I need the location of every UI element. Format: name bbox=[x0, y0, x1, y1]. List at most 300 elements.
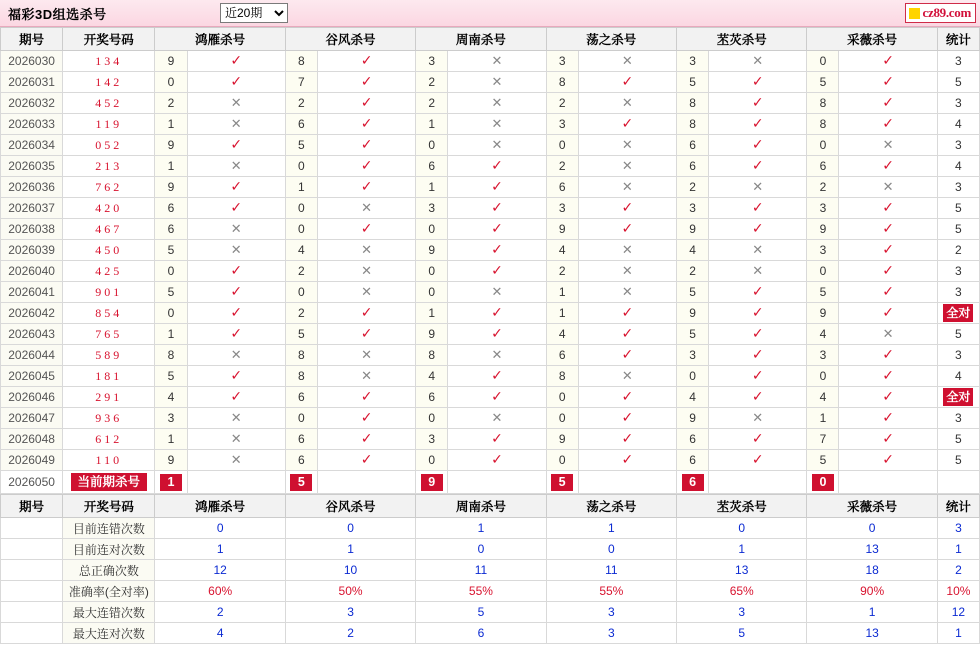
cell-result-2 bbox=[448, 177, 546, 198]
cell-current-number-1 bbox=[285, 471, 317, 494]
check-icon: ✓ bbox=[751, 95, 764, 111]
cell-result-5 bbox=[839, 261, 937, 282]
stats-total: 1 bbox=[937, 539, 979, 560]
cell-kill-number-5: 0 bbox=[807, 366, 839, 387]
current-issue-row bbox=[1, 471, 980, 494]
check-icon: ✓ bbox=[491, 158, 503, 174]
check-icon: ✓ bbox=[882, 452, 894, 468]
cell-kill-number-0: 5 bbox=[155, 282, 187, 303]
period-select[interactable] bbox=[220, 3, 288, 23]
cell-result-4 bbox=[709, 156, 807, 177]
cell-result-1 bbox=[317, 177, 415, 198]
cell-result-2 bbox=[448, 408, 546, 429]
cross-icon: ✕ bbox=[361, 347, 373, 363]
check-icon: ✓ bbox=[882, 368, 894, 384]
cell-kill-number-5: 1 bbox=[807, 408, 839, 429]
cross-icon: ✕ bbox=[621, 284, 633, 300]
check-icon: ✓ bbox=[360, 95, 373, 111]
cell-kill-number-2: 3 bbox=[416, 429, 448, 450]
cell-result-5 bbox=[839, 114, 937, 135]
check-icon: ✓ bbox=[360, 158, 373, 174]
stats-row-label: 最大连错次数 bbox=[63, 602, 155, 623]
cell-stat: 5 bbox=[937, 219, 979, 240]
check-icon: ✓ bbox=[882, 347, 894, 363]
column-header-4: 周南杀号 bbox=[416, 28, 546, 51]
cell-kill-number-2: 0 bbox=[416, 282, 448, 303]
cell-kill-number-3: 1 bbox=[546, 303, 578, 324]
cell-kill-number-0: 9 bbox=[155, 450, 187, 471]
cell-result-3 bbox=[578, 261, 676, 282]
cell-stat bbox=[937, 387, 979, 408]
stats-value-3: 3 bbox=[546, 623, 676, 644]
cell-kill-number-0: 0 bbox=[155, 261, 187, 282]
cell-kill-number-3: 4 bbox=[546, 240, 578, 261]
cell-kill-number-2: 0 bbox=[416, 450, 448, 471]
current-kill-number-1: 5 bbox=[290, 474, 312, 491]
stats-column-header-4: 周南杀号 bbox=[416, 495, 546, 518]
table-row bbox=[1, 198, 980, 219]
cell-open-number: 213 bbox=[63, 156, 155, 177]
cell-kill-number-2: 9 bbox=[416, 324, 448, 345]
cell-issue: 2026048 bbox=[1, 429, 63, 450]
check-icon: ✓ bbox=[621, 431, 634, 447]
cell-kill-number-2: 6 bbox=[416, 387, 448, 408]
cell-result-0 bbox=[187, 261, 285, 282]
cell-result-4 bbox=[709, 198, 807, 219]
check-icon: ✓ bbox=[882, 95, 894, 111]
stats-column-header-7: 采薇杀号 bbox=[807, 495, 937, 518]
cell-result-3 bbox=[578, 429, 676, 450]
cell-kill-number-1: 0 bbox=[285, 156, 317, 177]
cell-result-4 bbox=[709, 450, 807, 471]
current-kill-number-5: 0 bbox=[812, 474, 834, 491]
cell-kill-number-5: 9 bbox=[807, 219, 839, 240]
cell-kill-number-2: 0 bbox=[416, 135, 448, 156]
cell-kill-number-0: 1 bbox=[155, 114, 187, 135]
cell-result-4 bbox=[709, 429, 807, 450]
cell-issue: 2026046 bbox=[1, 387, 63, 408]
cell-result-4 bbox=[709, 177, 807, 198]
stats-value-2: 6 bbox=[416, 623, 546, 644]
cross-icon: ✕ bbox=[230, 410, 242, 426]
check-icon: ✓ bbox=[751, 431, 764, 447]
cross-icon: ✕ bbox=[752, 242, 764, 258]
check-icon: ✓ bbox=[751, 452, 764, 468]
cell-issue: 2026036 bbox=[1, 177, 63, 198]
check-icon: ✓ bbox=[621, 200, 634, 216]
cell-kill-number-0: 5 bbox=[155, 240, 187, 261]
stats-value-5: 90% bbox=[807, 581, 937, 602]
cell-result-1 bbox=[317, 114, 415, 135]
cell-issue: 2026044 bbox=[1, 345, 63, 366]
cell-result-3 bbox=[578, 324, 676, 345]
cell-kill-number-1: 0 bbox=[285, 282, 317, 303]
cell-open-number: 425 bbox=[63, 261, 155, 282]
table-row bbox=[1, 240, 980, 261]
cross-icon: ✕ bbox=[230, 431, 242, 447]
cell-current-issue: 2026050 bbox=[1, 471, 63, 494]
cell-kill-number-5: 5 bbox=[807, 282, 839, 303]
cell-stat: 3 bbox=[937, 261, 979, 282]
cell-kill-number-1: 2 bbox=[285, 261, 317, 282]
cell-kill-number-3: 0 bbox=[546, 135, 578, 156]
check-icon: ✓ bbox=[751, 74, 764, 90]
cell-result-3 bbox=[578, 114, 676, 135]
cell-stat: 3 bbox=[937, 135, 979, 156]
period-select-wrap bbox=[220, 3, 288, 23]
cell-stat: 5 bbox=[937, 324, 979, 345]
stats-value-0: 4 bbox=[155, 623, 285, 644]
cell-result-3 bbox=[578, 93, 676, 114]
cross-icon: ✕ bbox=[361, 284, 373, 300]
cell-result-2 bbox=[448, 114, 546, 135]
cell-kill-number-1: 2 bbox=[285, 303, 317, 324]
cell-issue: 2026039 bbox=[1, 240, 63, 261]
cell-result-1 bbox=[317, 387, 415, 408]
cell-kill-number-4: 3 bbox=[677, 51, 709, 72]
cell-result-5 bbox=[839, 219, 937, 240]
cross-icon: ✕ bbox=[491, 95, 503, 111]
cell-kill-number-1: 6 bbox=[285, 387, 317, 408]
cell-kill-number-5: 2 bbox=[807, 177, 839, 198]
cell-result-5 bbox=[839, 303, 937, 324]
cell-open-number: 467 bbox=[63, 219, 155, 240]
cell-kill-number-0: 5 bbox=[155, 366, 187, 387]
cell-open-number: 110 bbox=[63, 450, 155, 471]
check-icon: ✓ bbox=[882, 158, 894, 174]
cross-icon: ✕ bbox=[752, 179, 764, 195]
cell-result-1 bbox=[317, 429, 415, 450]
check-icon: ✓ bbox=[491, 200, 503, 216]
cell-result-5 bbox=[839, 198, 937, 219]
cell-result-3 bbox=[578, 72, 676, 93]
cell-issue: 2026034 bbox=[1, 135, 63, 156]
cell-result-2 bbox=[448, 240, 546, 261]
cell-result-1 bbox=[317, 51, 415, 72]
cross-icon: ✕ bbox=[491, 53, 503, 69]
cell-result-2 bbox=[448, 387, 546, 408]
cell-result-0 bbox=[187, 93, 285, 114]
cross-icon: ✕ bbox=[752, 410, 764, 426]
check-icon: ✓ bbox=[882, 74, 894, 90]
cell-result-2 bbox=[448, 324, 546, 345]
current-kill-number-2: 9 bbox=[421, 474, 443, 491]
stats-value-2: 11 bbox=[416, 560, 546, 581]
check-icon: ✓ bbox=[491, 263, 503, 279]
check-icon: ✓ bbox=[230, 179, 243, 195]
cell-current-label bbox=[63, 471, 155, 494]
stats-value-0: 2 bbox=[155, 602, 285, 623]
cell-kill-number-4: 8 bbox=[677, 114, 709, 135]
cell-kill-number-1: 7 bbox=[285, 72, 317, 93]
cell-result-2 bbox=[448, 219, 546, 240]
cell-open-number: 612 bbox=[63, 429, 155, 450]
cell-open-number: 762 bbox=[63, 177, 155, 198]
cell-result-1 bbox=[317, 135, 415, 156]
cross-icon: ✕ bbox=[621, 158, 633, 174]
stats-cell-blank bbox=[1, 581, 63, 602]
cross-icon: ✕ bbox=[491, 74, 503, 90]
cross-icon: ✕ bbox=[882, 179, 894, 195]
check-icon: ✓ bbox=[230, 74, 243, 90]
cell-result-3 bbox=[578, 450, 676, 471]
cell-issue: 2026049 bbox=[1, 450, 63, 471]
stats-value-5: 1 bbox=[807, 602, 937, 623]
cell-open-number: 142 bbox=[63, 72, 155, 93]
table-row bbox=[1, 282, 980, 303]
column-header-3: 谷风杀号 bbox=[285, 28, 415, 51]
check-icon: ✓ bbox=[751, 200, 764, 216]
cross-icon: ✕ bbox=[621, 242, 633, 258]
cross-icon: ✕ bbox=[491, 116, 503, 132]
stats-column-header-0: 期号 bbox=[1, 495, 63, 518]
cross-icon: ✕ bbox=[621, 179, 633, 195]
stats-value-2: 0 bbox=[416, 539, 546, 560]
check-icon: ✓ bbox=[360, 53, 373, 69]
cell-result-0 bbox=[187, 429, 285, 450]
cell-result-3 bbox=[578, 198, 676, 219]
cell-result-1 bbox=[317, 303, 415, 324]
cell-kill-number-0: 1 bbox=[155, 156, 187, 177]
check-icon: ✓ bbox=[230, 284, 243, 300]
cell-issue: 2026045 bbox=[1, 366, 63, 387]
cross-icon: ✕ bbox=[491, 410, 503, 426]
cell-issue: 2026030 bbox=[1, 51, 63, 72]
stats-value-5: 13 bbox=[807, 623, 937, 644]
cell-kill-number-5: 0 bbox=[807, 135, 839, 156]
check-icon: ✓ bbox=[491, 326, 503, 342]
cell-result-3 bbox=[578, 219, 676, 240]
stats-column-header-3: 谷风杀号 bbox=[285, 495, 415, 518]
cell-issue: 2026047 bbox=[1, 408, 63, 429]
cell-kill-number-3: 9 bbox=[546, 429, 578, 450]
check-icon: ✓ bbox=[882, 284, 894, 300]
cell-result-5 bbox=[839, 177, 937, 198]
current-kill-number-4: 6 bbox=[682, 474, 704, 491]
check-icon: ✓ bbox=[751, 368, 764, 384]
cell-kill-number-3: 0 bbox=[546, 408, 578, 429]
cross-icon: ✕ bbox=[621, 263, 633, 279]
site-logo[interactable] bbox=[905, 3, 977, 23]
cell-kill-number-0: 9 bbox=[155, 51, 187, 72]
check-icon: ✓ bbox=[360, 410, 373, 426]
cell-result-4 bbox=[709, 324, 807, 345]
cell-result-1 bbox=[317, 324, 415, 345]
cell-result-5 bbox=[839, 366, 937, 387]
cross-icon: ✕ bbox=[882, 326, 894, 342]
cell-kill-number-4: 8 bbox=[677, 93, 709, 114]
cell-kill-number-2: 2 bbox=[416, 72, 448, 93]
table-row bbox=[1, 324, 980, 345]
cell-kill-number-4: 6 bbox=[677, 156, 709, 177]
table-row bbox=[1, 51, 980, 72]
stats-row bbox=[1, 518, 980, 539]
cell-result-2 bbox=[448, 135, 546, 156]
stats-value-3: 11 bbox=[546, 560, 676, 581]
cell-result-1 bbox=[317, 345, 415, 366]
cell-kill-number-1: 0 bbox=[285, 198, 317, 219]
cell-kill-number-1: 8 bbox=[285, 345, 317, 366]
cell-kill-number-5: 8 bbox=[807, 93, 839, 114]
cell-result-3 bbox=[578, 282, 676, 303]
cell-result-2 bbox=[448, 366, 546, 387]
cell-kill-number-2: 1 bbox=[416, 177, 448, 198]
stats-column-header-6: 苤苂杀号 bbox=[677, 495, 807, 518]
cell-kill-number-0: 0 bbox=[155, 303, 187, 324]
cell-kill-number-3: 3 bbox=[546, 198, 578, 219]
cell-result-5 bbox=[839, 93, 937, 114]
cell-current-number-5 bbox=[807, 471, 839, 494]
cell-kill-number-4: 5 bbox=[677, 324, 709, 345]
cell-result-1 bbox=[317, 450, 415, 471]
cell-result-4 bbox=[709, 219, 807, 240]
cross-icon: ✕ bbox=[621, 95, 633, 111]
cell-result-2 bbox=[448, 198, 546, 219]
cell-result-5 bbox=[839, 387, 937, 408]
stats-total: 1 bbox=[937, 623, 979, 644]
cross-icon: ✕ bbox=[882, 137, 894, 153]
cell-open-number: 589 bbox=[63, 345, 155, 366]
cell-kill-number-5: 3 bbox=[807, 198, 839, 219]
stats-value-1: 0 bbox=[285, 518, 415, 539]
stats-value-5: 0 bbox=[807, 518, 937, 539]
cell-kill-number-0: 1 bbox=[155, 324, 187, 345]
cross-icon: ✕ bbox=[361, 263, 373, 279]
check-icon: ✓ bbox=[621, 326, 634, 342]
cell-result-3 bbox=[578, 240, 676, 261]
cell-result-2 bbox=[448, 345, 546, 366]
cell-result-0 bbox=[187, 408, 285, 429]
cell-kill-number-0: 6 bbox=[155, 198, 187, 219]
cell-issue: 2026042 bbox=[1, 303, 63, 324]
column-header-7: 采薇杀号 bbox=[807, 28, 937, 51]
stats-cell-blank bbox=[1, 518, 63, 539]
check-icon: ✓ bbox=[882, 53, 894, 69]
check-icon: ✓ bbox=[491, 179, 503, 195]
cell-kill-number-1: 5 bbox=[285, 324, 317, 345]
cell-result-5 bbox=[839, 324, 937, 345]
cell-result-3 bbox=[578, 303, 676, 324]
check-icon: ✓ bbox=[360, 452, 373, 468]
stats-row bbox=[1, 560, 980, 581]
cell-kill-number-0: 9 bbox=[155, 177, 187, 198]
table-row bbox=[1, 177, 980, 198]
stats-value-0: 0 bbox=[155, 518, 285, 539]
cell-kill-number-1: 6 bbox=[285, 114, 317, 135]
logo-square-icon bbox=[909, 8, 920, 19]
cell-result-5 bbox=[839, 345, 937, 366]
cell-result-2 bbox=[448, 261, 546, 282]
cell-kill-number-5: 4 bbox=[807, 324, 839, 345]
table-row bbox=[1, 135, 980, 156]
stats-total: 2 bbox=[937, 560, 979, 581]
stats-value-4: 65% bbox=[677, 581, 807, 602]
cell-result-4 bbox=[709, 366, 807, 387]
stats-value-4: 0 bbox=[677, 518, 807, 539]
cell-kill-number-0: 6 bbox=[155, 219, 187, 240]
check-icon: ✓ bbox=[230, 200, 243, 216]
cell-current-number-4 bbox=[677, 471, 709, 494]
cross-icon: ✕ bbox=[361, 200, 373, 216]
cell-result-2 bbox=[448, 156, 546, 177]
stats-column-header-1: 开奖号码 bbox=[63, 495, 155, 518]
cell-issue: 2026032 bbox=[1, 93, 63, 114]
cell-result-4 bbox=[709, 282, 807, 303]
cross-icon: ✕ bbox=[230, 95, 242, 111]
cell-kill-number-2: 1 bbox=[416, 303, 448, 324]
cell-current-number-0 bbox=[155, 471, 187, 494]
cell-result-4 bbox=[709, 387, 807, 408]
check-icon: ✓ bbox=[751, 137, 764, 153]
stats-cell-blank bbox=[1, 560, 63, 581]
cell-kill-number-5: 7 bbox=[807, 429, 839, 450]
cell-result-0 bbox=[187, 135, 285, 156]
cell-kill-number-2: 6 bbox=[416, 156, 448, 177]
cell-result-3 bbox=[578, 51, 676, 72]
check-icon: ✓ bbox=[360, 74, 373, 90]
cell-open-number: 452 bbox=[63, 93, 155, 114]
stats-value-5: 18 bbox=[807, 560, 937, 581]
cell-result-0 bbox=[187, 387, 285, 408]
cell-kill-number-0: 1 bbox=[155, 429, 187, 450]
cell-kill-number-2: 8 bbox=[416, 345, 448, 366]
cell-kill-number-1: 0 bbox=[285, 408, 317, 429]
cell-kill-number-2: 0 bbox=[416, 261, 448, 282]
check-icon: ✓ bbox=[360, 305, 373, 321]
check-icon: ✓ bbox=[882, 221, 894, 237]
cell-open-number: 420 bbox=[63, 198, 155, 219]
cell-issue: 2026038 bbox=[1, 219, 63, 240]
stats-value-2: 55% bbox=[416, 581, 546, 602]
check-icon: ✓ bbox=[751, 284, 764, 300]
stats-total: 10% bbox=[937, 581, 979, 602]
cell-result-3 bbox=[578, 177, 676, 198]
cell-kill-number-5: 0 bbox=[807, 51, 839, 72]
cell-open-number: 119 bbox=[63, 114, 155, 135]
stats-value-0: 12 bbox=[155, 560, 285, 581]
cell-result-5 bbox=[839, 240, 937, 261]
cell-result-0 bbox=[187, 72, 285, 93]
check-icon: ✓ bbox=[230, 305, 243, 321]
cell-stat: 3 bbox=[937, 177, 979, 198]
cell-kill-number-5: 4 bbox=[807, 387, 839, 408]
cell-kill-number-4: 5 bbox=[677, 282, 709, 303]
cell-stat: 4 bbox=[937, 366, 979, 387]
cell-result-4 bbox=[709, 345, 807, 366]
cell-result-0 bbox=[187, 303, 285, 324]
cross-icon: ✕ bbox=[621, 53, 633, 69]
cell-kill-number-5: 3 bbox=[807, 240, 839, 261]
stats-total: 12 bbox=[937, 602, 979, 623]
cell-result-0 bbox=[187, 177, 285, 198]
cell-result-3 bbox=[578, 345, 676, 366]
cell-result-4 bbox=[709, 135, 807, 156]
cross-icon: ✕ bbox=[621, 368, 633, 384]
cell-issue: 2026035 bbox=[1, 156, 63, 177]
cell-kill-number-3: 2 bbox=[546, 261, 578, 282]
check-icon: ✓ bbox=[751, 116, 764, 132]
cell-result-1 bbox=[317, 408, 415, 429]
cell-kill-number-1: 1 bbox=[285, 177, 317, 198]
cell-stat: 5 bbox=[937, 72, 979, 93]
cell-kill-number-5: 5 bbox=[807, 450, 839, 471]
check-icon: ✓ bbox=[360, 326, 373, 342]
stats-row bbox=[1, 602, 980, 623]
check-icon: ✓ bbox=[882, 263, 894, 279]
cell-result-1 bbox=[317, 219, 415, 240]
stats-row-label: 目前连错次数 bbox=[63, 518, 155, 539]
cross-icon: ✕ bbox=[230, 452, 242, 468]
